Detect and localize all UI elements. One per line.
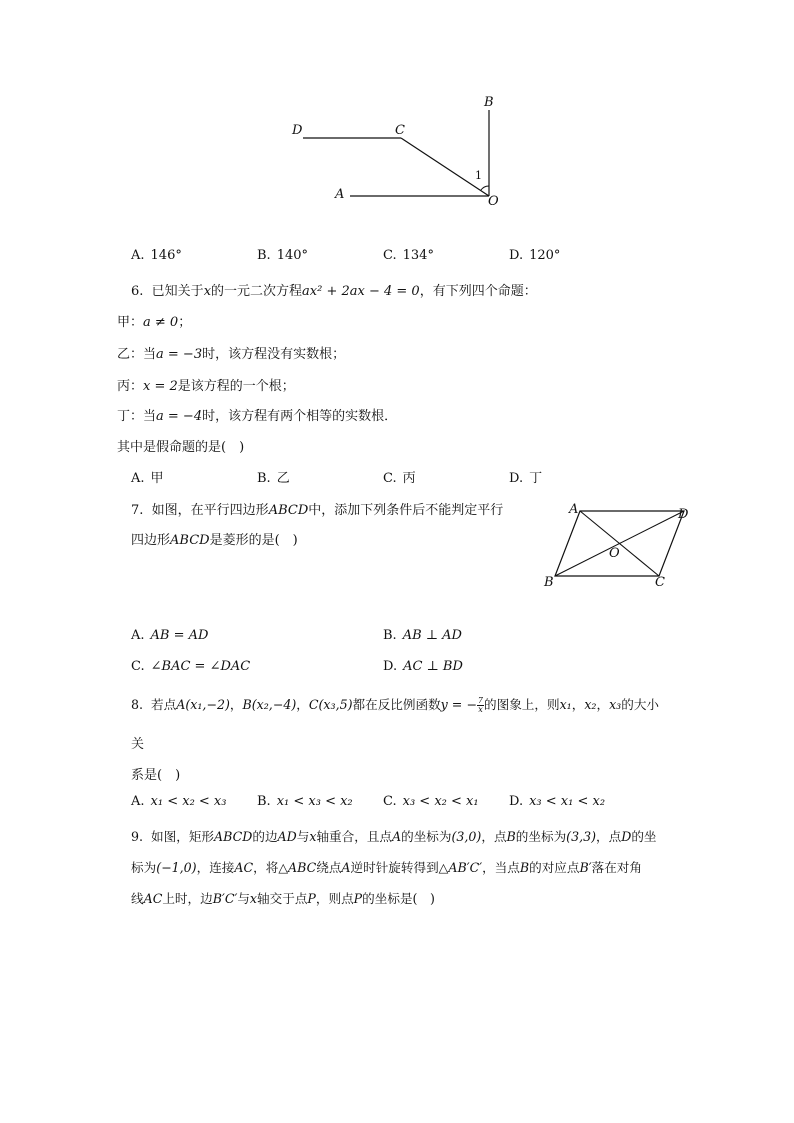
q7-stem-line1: 7. 如图，在平行四边形ABCD中，添加下列条件后不能判定平行 bbox=[131, 503, 504, 518]
label-o: O bbox=[609, 546, 620, 561]
q7-stem-line2: 四边形ABCD是菱形的是( ) bbox=[131, 533, 298, 548]
q8-option-a[interactable]: A. x₁ < x₂ < x₃ bbox=[131, 794, 227, 809]
q8-stem-line1: 8. 若点A(x₁,−2)，B(x₂,−4)，C(x₃,5)都在反比例函数y = − $\frac{7}{x}$ 的图象上，则x₁，x₂，x₃的大小 bbox=[131, 696, 659, 714]
q8-option-c[interactable]: C. x₃ < x₂ < x₁ bbox=[383, 794, 479, 809]
q5-option-d[interactable]: D. 120° bbox=[509, 248, 561, 263]
q9-stem-line2: 标为(−1,0)，连接AC，将△ABC绕点A逆时针旋转得到△AB′C′，当点B的对应点B′落在对角 bbox=[131, 860, 642, 875]
label-a: A bbox=[335, 187, 345, 202]
fraction-7-over-x: $\frac{7}{x}$ bbox=[477, 696, 483, 714]
q6-option-d[interactable]: D. 丁 bbox=[509, 471, 543, 486]
q6-statement-bing: 丙：x = 2是该方程的一个根； bbox=[117, 379, 295, 394]
diagonal-bd bbox=[555, 511, 684, 576]
q8-stem-line3: 系是( ) bbox=[131, 768, 181, 783]
label-d: D bbox=[678, 507, 689, 522]
q7-option-c[interactable]: C. ∠BAC = ∠DAC bbox=[131, 659, 251, 674]
q9-stem-line3: 线AC上时，边B′C′与x轴交于点P，则点P的坐标是( ) bbox=[131, 891, 435, 906]
q5-option-c[interactable]: C. 134° bbox=[383, 248, 434, 263]
label-a: A bbox=[569, 502, 579, 517]
q9-stem-line1: 9. 如图，矩形ABCD的边AD与x轴重合，且点A的坐标为(3,0)，点B的坐标为(3,3)，点D的坐 bbox=[131, 829, 657, 844]
label-b: B bbox=[544, 575, 554, 590]
q6-option-a[interactable]: A. 甲 bbox=[131, 471, 164, 486]
q8-stem-line2: 关 bbox=[131, 737, 145, 752]
label-c: C bbox=[655, 575, 665, 590]
q6-statement-ding: 丁：当a = −4时，该方程有两个相等的实数根． bbox=[117, 409, 398, 424]
q8-option-d[interactable]: D. x₃ < x₁ < x₂ bbox=[509, 794, 606, 809]
q7-option-a[interactable]: A. AB = AD bbox=[131, 628, 209, 643]
q6-statement-yi: 乙：当a = −3时，该方程没有实数根； bbox=[117, 347, 346, 362]
label-b: B bbox=[484, 95, 494, 110]
q8-option-b[interactable]: B. x₁ < x₃ < x₂ bbox=[257, 794, 353, 809]
segment-co bbox=[401, 138, 489, 196]
q5-option-b[interactable]: B. 140° bbox=[257, 248, 309, 263]
angle-arc bbox=[481, 186, 489, 191]
angle-figure bbox=[280, 90, 520, 215]
label-c: C bbox=[395, 123, 405, 138]
parallelogram-figure bbox=[538, 498, 698, 593]
q6-stem: 6. 已知关于x的一元二次方程ax² + 2ax − 4 = 0，有下列四个命题： bbox=[131, 284, 537, 299]
label-o: O bbox=[488, 194, 499, 209]
q6-statement-jia: 甲：a ≠ 0； bbox=[117, 315, 192, 330]
q6-option-b[interactable]: B. 乙 bbox=[257, 471, 290, 486]
label-d: D bbox=[292, 123, 303, 138]
q6-option-c[interactable]: C. 丙 bbox=[383, 471, 416, 486]
label-angle1: 1 bbox=[475, 169, 482, 182]
q6-question: 其中是假命题的是( ) bbox=[117, 440, 245, 455]
q7-option-b[interactable]: B. AB ⊥ AD bbox=[383, 628, 462, 643]
q5-option-a[interactable]: A. 146° bbox=[131, 248, 182, 263]
q7-option-d[interactable]: D. AC ⊥ BD bbox=[383, 659, 463, 674]
